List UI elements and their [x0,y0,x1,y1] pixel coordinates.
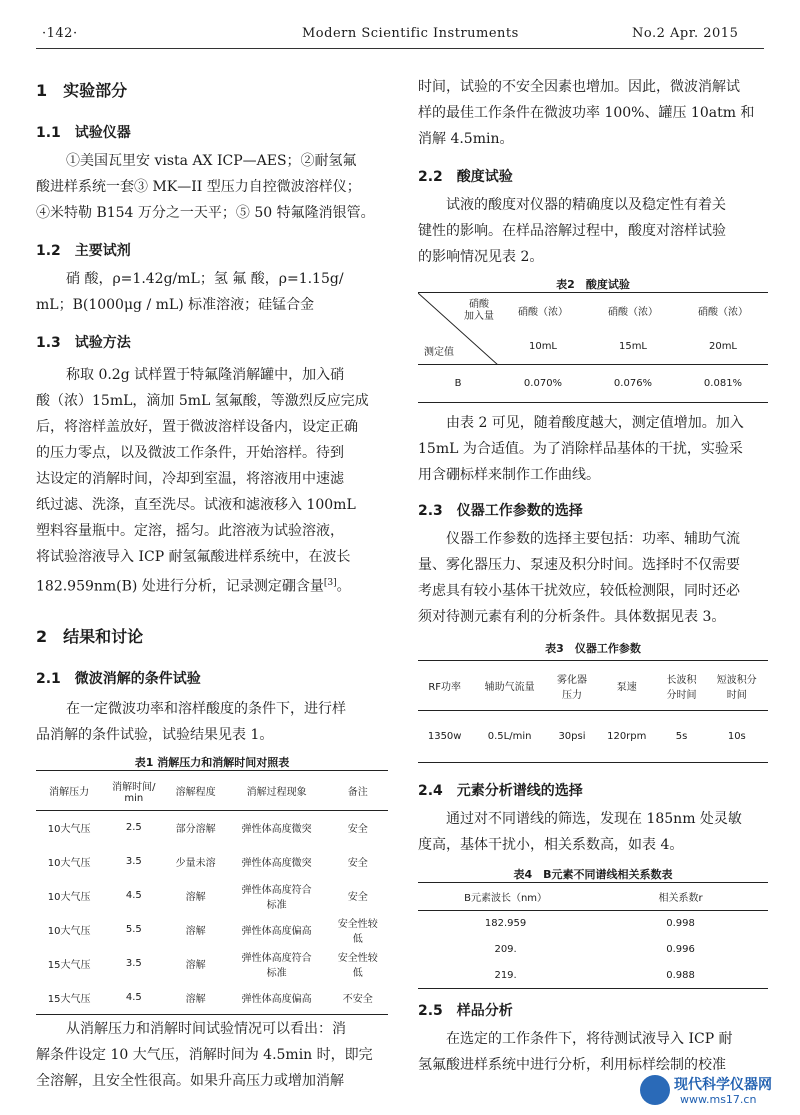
param-line: 考虑具有较小基体干扰效应，较低检测限，同时还必 [418,583,740,599]
table-row [36,879,388,913]
method-line: 的压力零点，以及微波工作条件，开始溶样。待到 [36,445,344,461]
section-1-heading: 1 实验部分 [36,81,128,100]
table-cell: 少量未溶 [175,858,216,869]
table-3-caption: 表3 仪器工作参数 [545,642,641,655]
table-2-caption: 表2 酸度试验 [556,278,630,291]
condition-line: 品消解的条件试验，试验结果见表 1。 [36,727,274,743]
table-header-cell: 消解过程现象 [246,787,307,798]
condition-line: 在一定微波功率和溶样酸度的条件下，进行样 [66,701,346,717]
param-line: 须对待测元素有利的分析条件。具体数据见表 3。 [418,609,726,625]
continuation-line: 样的最佳工作条件在微波功率 100%、罐压 10atm 和 [418,105,755,121]
table-header-row [418,293,768,329]
table-row [36,913,388,947]
table-header-cell: 长波积 分时间 [666,674,697,701]
acid-result-line: 15mL 为合适值。为了消除样品基体的干扰，实验采 [418,441,743,457]
table-cell: 安全性较 低 [337,918,378,945]
site-watermark [640,1073,790,1109]
table-header-row [418,661,768,711]
site-logo-icon [640,1075,670,1105]
table-header-cell: 消解时间/ min [112,781,156,804]
table-corner-cell [418,293,498,365]
table-cell: 15mL [618,340,648,352]
table-cell: 不安全 [342,993,373,1005]
table-header-cell: 消解压力 [49,787,90,798]
table-cell: 安全 [347,824,368,836]
table-cell: 10大气压 [47,824,91,836]
table-row [418,911,768,937]
table-header-cell: 备注 [347,787,368,798]
table-cell: 弹性体高度微突 [241,824,312,836]
method-period: 。 [336,578,351,595]
acid-result-line: 用含硼标样来制作工作曲线。 [418,467,600,483]
table-header-cell: B元素波长（nm） [464,893,548,904]
table-cell: 弹性体高度符合 标准 [241,884,312,911]
citation: [3] [323,578,337,588]
table-cell: 0.988 [666,969,695,981]
table-header-cell: 辅助气流量 [484,682,535,693]
sample-line: 氢氟酸进样系统中进行分析，利用标样绘制的校准 [418,1057,726,1073]
watermark-name: 现代科学仪器网 [674,1077,772,1093]
table-cell: B [454,378,462,389]
table-header-cell: 硝酸（浓） [698,307,748,319]
section-2-1-heading: 2.1 微波消解的条件试验 [36,671,201,687]
method-line [36,570,351,600]
table-header-cell: 硝酸（浓） [518,307,568,319]
conclusion-line: 从消解压力和消解时间试验情况可以看出：消 [66,1021,346,1037]
table-row [36,947,388,981]
reagent-line: mL；B(1000μg / mL) 标准溶液；硅锰合金 [36,297,315,313]
table-cell: 0.076% [613,378,653,389]
instrument-line: 酸进样系统一套③ MK—II 型压力自控微波溶样仪； [36,179,361,195]
acid-line: 的影响情况见表 2。 [418,249,544,265]
table-header-cell: RF功率 [428,682,462,693]
spectral-line: 度高，基体干扰小，相关系数高，如表 4。 [418,837,684,853]
table-cell: 0.5L/min [487,731,532,742]
instrument-line: ④米特勒 B154 万分之一天平；⑤ 50 特氟隆消银管。 [36,205,375,221]
table-cell: 4.5 [125,991,142,1003]
table-cell: 5.5 [125,924,142,935]
table-cell: 20mL [708,340,738,352]
table-cell: 安全 [347,892,368,903]
corner-top-label: 硝酸 加入量 [464,299,494,322]
table-cell: 安全性较 低 [337,952,378,979]
table-header-row [36,771,388,811]
page-number: ·142· [42,26,78,41]
param-line: 仪器工作参数的选择主要包括：功率、辅助气流 [446,531,740,547]
table-row [36,981,388,1015]
table-1-caption: 表1 消解压力和消解时间对照表 [134,756,290,769]
table-cell: 溶解 [185,960,206,971]
param-line: 量、雾化器压力、泵速及积分时间。选择时不仅需要 [418,557,740,573]
table-row [418,963,768,989]
acid-result-line: 由表 2 可见，随着酸度越大，测定值增加。加入 [446,415,744,431]
table-cell: 3.5 [125,958,142,969]
table-header-cell: 雾化器 压力 [556,674,587,701]
table-header-cell: 相关系数r [658,893,703,904]
section-2-5-heading: 2.5 样品分析 [418,1003,513,1019]
acid-line: 键性的影响。在样品溶解过程中，酸度对溶样试验 [418,223,726,239]
table-cell: 15大气压 [47,960,91,971]
table-cell: 209. [494,944,517,955]
table-4-caption: 表4 B元素不同谱线相关系数表 [513,868,673,881]
table-cell: 0.998 [666,918,695,930]
table-cell: 弹性体高度偏高 [241,993,312,1005]
section-2-2-heading: 2.2 酸度试验 [418,169,513,185]
method-last-text: 182.959nm(B) 处进行分析，记录测定硼含量 [36,578,324,595]
table-cell: 10mL [528,340,558,352]
table-2 [418,292,768,403]
table-cell: 10大气压 [47,926,91,937]
table-header-cell: 短波积分 时间 [716,674,757,701]
method-line: 将试验溶液导入 ICP 耐氢氟酸进样系统中，在波长 [36,549,351,565]
issue-info: No.2 Apr. 2015 [632,26,739,41]
table-row [36,845,388,879]
method-line: 酸（浓）15mL，滴加 5mL 氢氟酸，等激烈反应完成 [36,393,369,409]
instrument-line: ①美国瓦里安 vista AX ICP—AES；②耐氢氟 [66,153,357,169]
table-cell: 溶解 [185,926,206,937]
table-header-cell: 溶解程度 [175,787,216,798]
method-line: 称取 0.2g 试样置于特氟隆消解罐中，加入硝 [66,367,345,383]
table-3 [418,660,768,763]
table-cell: 弹性体高度微突 [241,858,312,869]
table-cell: 4.5 [125,890,142,901]
table-row [36,811,388,845]
table-cell: 5s [675,731,688,742]
watermark-url: www.ms17.cn [680,1093,757,1106]
table-row [418,937,768,963]
journal-title: Modern Scientific Instruments [302,26,519,41]
table-cell: 0.996 [666,944,695,955]
table-header-cell: 泵速 [616,682,637,693]
table-cell: 0.070% [523,378,563,389]
table-cell: 3.5 [125,856,142,867]
conclusion-line: 解条件设定 10 大气压，消解时间为 4.5min 时，即完 [36,1047,373,1063]
table-cell: 120rpm [607,731,647,742]
conclusion-line: 全溶解，且安全性很高。如果升高压力或增加消解 [36,1073,344,1089]
table-cell: 溶解 [185,892,206,903]
table-cell: 182.959 [484,918,527,930]
section-2-heading: 2 结果和讨论 [36,627,144,646]
table-cell: 30psi [558,731,586,742]
section-1-2-heading: 1.2 主要试剂 [36,243,131,259]
section-2-3-heading: 2.3 仪器工作参数的选择 [418,503,583,519]
table-cell: 10s [727,731,746,742]
table-cell: 2.5 [125,822,142,834]
table-4 [418,882,768,989]
method-line: 达设定的消解时间，冷却到室温，将溶液用中速滤 [36,471,344,487]
continuation-line: 时间，试验的不安全因素也增加。因此，微波消解试 [418,79,740,95]
header-rule [36,48,764,49]
section-1-1-heading: 1.1 试验仪器 [36,125,131,141]
table-cell: 15大气压 [47,993,91,1005]
table-row [418,365,768,403]
reagent-line: 硝 酸，ρ=1.42g/mL；氢 氟 酸，ρ=1.15g/ [66,271,344,287]
corner-bottom-label: 测定值 [424,347,454,358]
section-2-4-heading: 2.4 元素分析谱线的选择 [418,783,583,799]
table-cell: 溶解 [185,993,206,1005]
table-cell: 10大气压 [47,858,91,869]
sample-line: 在选定的工作条件下，将待测试液导入 ICP 耐 [446,1031,733,1047]
table-cell: 弹性体高度偏高 [241,926,312,937]
table-cell: 10大气压 [47,892,91,903]
method-line: 塑料容量瓶中。定溶，摇匀。此溶液为试验溶液， [36,523,344,539]
method-line: 纸过滤、洗涤，直至洗尽。试液和滤液移入 100mL [36,497,356,513]
table-cell: 弹性体高度符合 标准 [241,952,312,979]
table-cell: 0.081% [703,378,743,389]
table-header-cell: 硝酸（浓） [608,307,658,319]
table-cell: 安全 [347,858,368,869]
table-cell: 部分溶解 [175,824,216,836]
table-header-row [418,883,768,911]
table-row [418,711,768,763]
section-1-3-heading: 1.3 试验方法 [36,335,131,351]
continuation-line: 消解 4.5min。 [418,131,514,147]
table-cell: 219. [494,969,517,981]
method-line: 后，将溶样盖放好，置于微波溶样设备内，设定正确 [36,419,358,435]
acid-line: 试液的酸度对仪器的精确度以及稳定性有着关 [446,197,726,213]
table-cell: 1350w [427,731,462,742]
spectral-line: 通过对不同谱线的筛选，发现在 185nm 处灵敏 [446,811,742,827]
table-1 [36,770,388,1015]
